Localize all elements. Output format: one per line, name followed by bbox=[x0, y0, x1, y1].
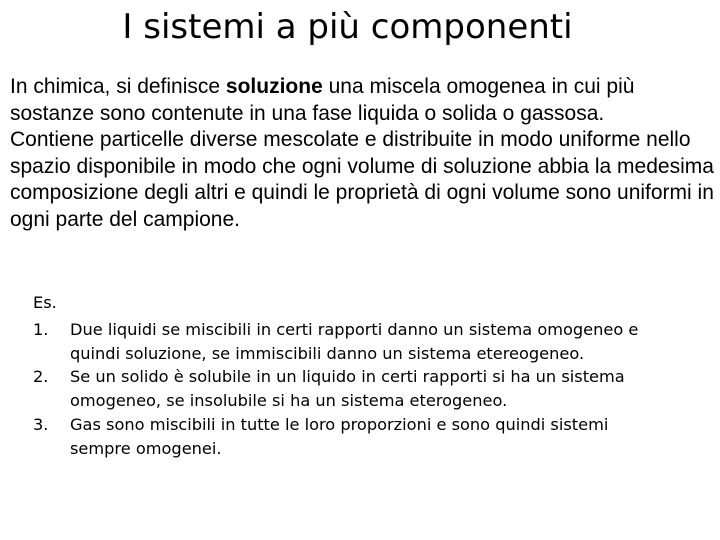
intro-p1-keyword: soluzione bbox=[225, 75, 323, 98]
list-item-text: Se un solido è solubile in un liquido in certi rapporti si ha un sistema omogeneo, se insolubile si ha un sistema eterogeneo. bbox=[70, 367, 625, 411]
list-item-number: 1. bbox=[33, 319, 49, 339]
list-item bbox=[33, 318, 673, 366]
examples-section bbox=[33, 291, 673, 461]
examples-heading: Es. bbox=[33, 293, 57, 312]
intro-paragraph-1 bbox=[10, 74, 714, 127]
examples-list bbox=[33, 318, 673, 461]
intro-paragraph-2: Contiene particelle diverse mescolate e distribuite in modo uniforme nello spazio disponibile in modo che ogni volume di soluzione abbia la medesima composizione degli altri e quindi le proprietà di ogni volume sono uniformi in ogni parte del campione. bbox=[10, 128, 714, 231]
intro-text bbox=[10, 74, 714, 233]
list-item bbox=[33, 365, 673, 413]
intro-p1-before: In chimica, si definisce bbox=[10, 75, 226, 98]
slide-title: I sistemi a più componenti bbox=[122, 7, 573, 47]
intro-p1-after: una miscela omogenea in cui più sostanze sono contenute in una fase liquida o solida o gassosa. bbox=[10, 75, 635, 125]
list-item-text: Due liquidi se miscibili in certi rapporti danno un sistema omogeneo e quindi soluzione, se immiscibili danno un sistema etereogeneo. bbox=[70, 319, 639, 363]
list-item-text: Gas sono miscibili in tutte le loro proporzioni e sono quindi sistemi sempre omogenei. bbox=[70, 414, 609, 458]
list-item bbox=[33, 413, 673, 461]
list-item-number: 3. bbox=[33, 414, 49, 434]
list-item-number: 2. bbox=[33, 367, 49, 387]
